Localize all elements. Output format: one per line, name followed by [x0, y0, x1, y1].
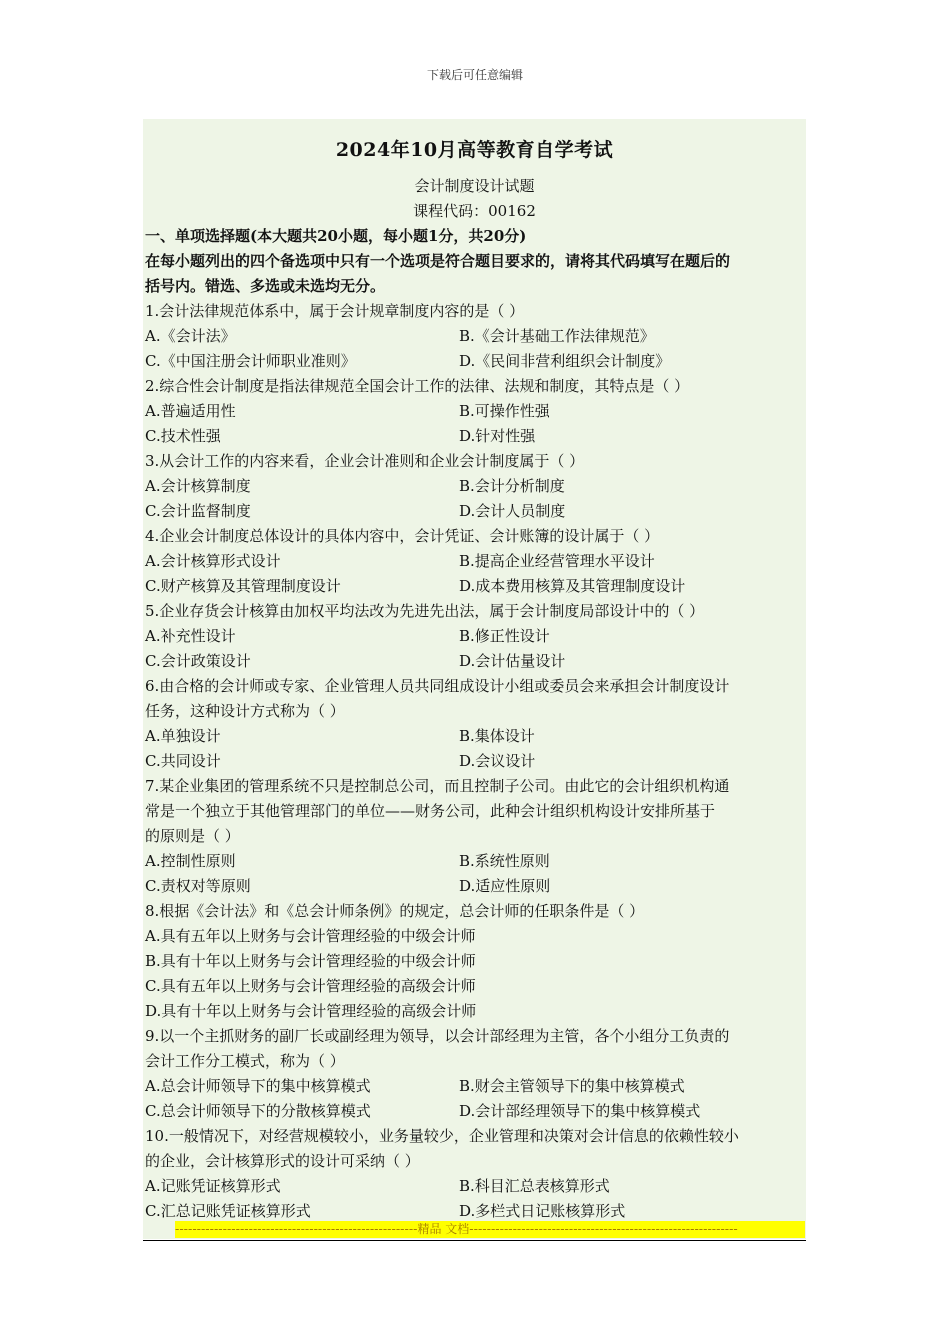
question-3-option-a: A.会计核算制度	[145, 477, 251, 495]
exam-title: 2024年10月高等教育自学考试	[335, 139, 614, 161]
question-6-option-b: B.集体设计	[459, 727, 535, 745]
question-7-option-b: B.系统性原则	[459, 852, 550, 870]
question-1-option-b: B.《会计基础工作法律规范》	[459, 327, 655, 345]
question-8-option-b: B.具有十年以上财务与会计管理经验的中级会计师	[145, 952, 476, 970]
question-4-stem: 4.企业会计制度总体设计的具体内容中，会计凭证、会计账簿的设计属于（ ）	[145, 527, 660, 545]
question-1-option-c: C.《中国注册会计师职业准则》	[145, 352, 356, 370]
question-6-stem-line-1: 6.由合格的会计师或专家、企业管理人员共同组成设计小组或委员会来承担会计制度设计	[145, 677, 730, 695]
question-6-option-c: C.共同设计	[145, 752, 221, 770]
question-6-stem-line-2: 任务，这种设计方式称为（ ）	[145, 702, 345, 720]
question-10-option-c: C.汇总记账凭证核算形式	[145, 1202, 311, 1220]
subject-title: 会计制度设计试题	[414, 177, 535, 195]
question-2-option-d: D.针对性强	[459, 427, 536, 445]
question-10-option-d: D.多栏式日记账核算形式	[459, 1202, 626, 1220]
question-1-option-a: A.《会计法》	[145, 327, 236, 345]
question-5-option-d: D.会计估量设计	[459, 652, 566, 670]
section-heading: 一、单项选择题(本大题共20小题，每小题1分，共20分)	[145, 227, 527, 245]
question-9-option-c: C.总会计师领导下的分散核算模式	[145, 1102, 371, 1120]
question-9-option-a: A.总会计师领导下的集中核算模式	[145, 1077, 371, 1095]
question-3-option-d: D.会计人员制度	[459, 502, 566, 520]
question-1-stem: 1.会计法律规范体系中，属于会计规章制度内容的是（ ）	[145, 302, 525, 320]
question-3-stem: 3.从会计工作的内容来看，企业会计准则和企业会计制度属于（ ）	[145, 452, 585, 470]
question-6-option-a: A.单独设计	[145, 727, 221, 745]
question-8-option-d: D.具有十年以上财务与会计管理经验的高级会计师	[145, 1002, 477, 1020]
question-8-stem: 8.根据《会计法》和《总会计师条例》的规定，总会计师的任职条件是（ ）	[145, 902, 645, 920]
question-2-option-b: B.可操作性强	[459, 402, 550, 420]
question-4-option-d: D.成本费用核算及其管理制度设计	[459, 577, 686, 595]
question-3-option-c: C.会计监督制度	[145, 502, 251, 520]
question-1-option-d: D.《民间非营利组织会计制度》	[459, 352, 671, 370]
question-8-option-a: A.具有五年以上财务与会计管理经验的中级会计师	[145, 927, 476, 945]
question-5-option-c: C.会计政策设计	[145, 652, 251, 670]
instructions-line-2: 括号内。错选、多选或未选均无分。	[145, 277, 386, 295]
course-code: 课程代码：00162	[413, 202, 536, 220]
question-5-option-b: B.修正性设计	[459, 627, 550, 645]
question-2-option-a: A.普遍适用性	[145, 402, 236, 420]
footer-watermark-band: --------------------------------------------------------精品 文档--------------------------------------------------------------	[175, 1221, 805, 1238]
question-4-option-b: B.提高企业经营管理水平设计	[459, 552, 655, 570]
footer-divider	[143, 1240, 806, 1241]
question-2-option-c: C.技术性强	[145, 427, 221, 445]
question-7-stem-line-3: 的原则是（ ）	[145, 827, 240, 845]
question-7-stem-line-2: 常是一个独立于其他管理部门的单位——财务公司，此种会计组织机构设计安排所基于	[145, 802, 716, 820]
question-7-stem-line-1: 7.某企业集团的管理系统不只是控制总公司，而且控制子公司。由此它的会计组织机构通	[145, 777, 730, 795]
question-6-option-d: D.会议设计	[459, 752, 536, 770]
question-10-option-a: A.记账凭证核算形式	[145, 1177, 281, 1195]
question-10-stem-line-1: 10.一般情况下，对经营规模较小，业务量较少，企业管理和决策对会计信息的依赖性较小	[145, 1127, 739, 1145]
question-10-stem-line-2: 的企业，会计核算形式的设计可采纳（ ）	[145, 1152, 420, 1170]
question-4-option-c: C.财产核算及其管理制度设计	[145, 577, 341, 595]
question-7-option-d: D.适应性原则	[459, 877, 551, 895]
question-7-option-c: C.责权对等原则	[145, 877, 251, 895]
exam-sheet	[143, 119, 806, 1239]
question-9-option-d: D.会计部经理领导下的集中核算模式	[459, 1102, 701, 1120]
instructions-line-1: 在每小题列出的四个备选项中只有一个选项是符合题目要求的，请将其代码填写在题后的	[145, 252, 731, 270]
question-10-option-b: B.科目汇总表核算形式	[459, 1177, 610, 1195]
question-9-option-b: B.财会主管领导下的集中核算模式	[459, 1077, 685, 1095]
question-3-option-b: B.会计分析制度	[459, 477, 565, 495]
question-8-option-c: C.具有五年以上财务与会计管理经验的高级会计师	[145, 977, 476, 995]
header-note: 下载后可任意编辑	[426, 68, 523, 82]
question-4-option-a: A.会计核算形式设计	[145, 552, 281, 570]
question-2-stem: 2.综合性会计制度是指法律规范全国会计工作的法律、法规和制度，其特点是（ ）	[145, 377, 690, 395]
question-5-stem: 5.企业存货会计核算由加权平均法改为先进先出法，属于会计制度局部设计中的（ ）	[145, 602, 705, 620]
question-5-option-a: A.补充性设计	[145, 627, 236, 645]
question-9-stem-line-1: 9.以一个主抓财务的副厂长或副经理为领导，以会计部经理为主管，各个小组分工负责的	[145, 1027, 730, 1045]
question-7-option-a: A.控制性原则	[145, 852, 236, 870]
question-9-stem-line-2: 会计工作分工模式，称为（ ）	[145, 1052, 345, 1070]
